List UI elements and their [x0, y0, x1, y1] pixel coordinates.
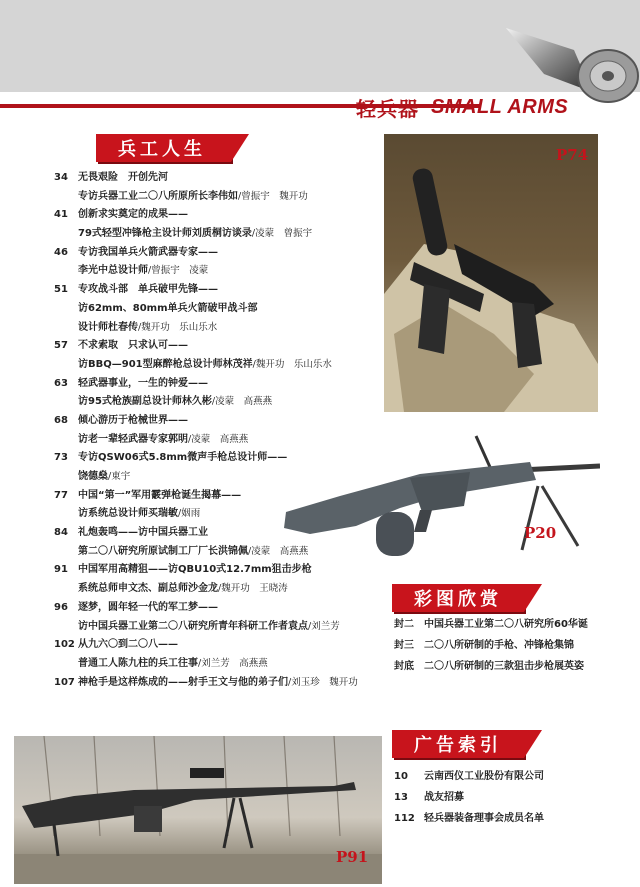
list-text: 云南西仪工业股份有限公司 [424, 771, 544, 782]
list-key: 112 [394, 813, 415, 824]
toc-subtitle [78, 580, 288, 599]
toc-title [78, 487, 241, 506]
toc-text: 中国“第一”军用霰弹枪诞生揭幕—— [78, 489, 242, 501]
toc-subtitle [78, 393, 272, 412]
toc-line [54, 281, 384, 300]
toc-title [78, 337, 188, 356]
photo-label-p91: P91 [336, 848, 369, 866]
header-title-en: SMALL ARMS [431, 95, 569, 118]
gallery-item[interactable] [394, 656, 634, 677]
toc-entry[interactable] [54, 244, 384, 281]
toc-text: 神枪手是这样炼成的——射手王文与他的弟子们 [78, 676, 288, 688]
page-number: 107 [54, 676, 75, 688]
page-number: 34 [54, 172, 68, 183]
toc-text: 79式轻型冲锋枪主设计师刘质桐访谈录 [78, 228, 252, 240]
toc-title [78, 412, 188, 431]
toc-text: 设计师杜春传 [78, 321, 138, 333]
toc-text: 系统总师申文杰、副总师沙金龙 [78, 583, 218, 595]
toc-text: 访BBQ—901型麻醉枪总设计师林茂祥 [78, 358, 253, 370]
toc-text: 轻武器事业，一生的钟爱—— [78, 377, 208, 389]
toc-text: 饶德燊 [78, 471, 108, 482]
toc-text: 创新求实奠定的成果—— [78, 209, 188, 221]
magazine-header [356, 92, 568, 122]
list-key: 10 [394, 771, 408, 782]
toc-author: /曾振宇 凌蒙 [148, 265, 209, 277]
toc-line [54, 319, 384, 338]
toc-text: 访95式枪族副总设计师林久彬 [78, 396, 212, 408]
toc-line [54, 262, 384, 281]
section-tab-gallery [392, 584, 524, 612]
toc-entry[interactable] [54, 599, 384, 636]
toc-line [54, 206, 384, 225]
toc-title [78, 524, 208, 543]
page-number: 57 [54, 340, 68, 352]
toc-entry[interactable] [54, 375, 384, 412]
toc-entry[interactable] [54, 169, 384, 206]
toc-text: 礼炮轰鸣——访中国兵器工业 [78, 527, 208, 539]
toc-entry[interactable] [54, 674, 384, 693]
toc-text: 逐梦，圆年轻一代的军工梦—— [78, 601, 218, 613]
photo-p74-pistol [384, 134, 598, 412]
toc-subtitle [78, 262, 208, 281]
toc-title [78, 636, 178, 655]
list-key: 封二 [394, 619, 414, 630]
photo-label-p74: P74 [556, 146, 589, 164]
toc-subtitle [78, 300, 258, 319]
toc-subtitle [78, 431, 248, 450]
header-title-cn: 轻兵器 [356, 96, 419, 121]
photo-p20-gun [280, 416, 600, 566]
toc-text: 访老一辈轻武器专家郭明 [78, 433, 188, 445]
toc-author: /東宇 [108, 471, 131, 482]
photo-p91-rifle [14, 736, 382, 884]
ad-index-list [394, 766, 634, 829]
toc-text: 普通工人陈九柱的兵工往事 [78, 657, 198, 669]
toc-text: 从九六〇到二〇八—— [78, 639, 178, 651]
toc-entry[interactable] [54, 206, 384, 243]
toc-text: 不求索取 只求认可—— [78, 340, 188, 352]
toc-text: 访中国兵器工业第二〇八研究所青年科研工作者袁点 [78, 620, 308, 632]
toc-subtitle [78, 618, 340, 637]
page-number: 63 [54, 377, 68, 389]
toc-text: 倾心游历于枪械世界—— [78, 414, 188, 426]
toc-title [78, 281, 218, 300]
toc-text: 第二〇八研究所原试制工厂厂长洪锦佩 [78, 545, 248, 557]
toc-title [78, 561, 312, 580]
ad-item[interactable] [394, 808, 634, 829]
toc-author: /凌蒙 高燕燕 [188, 433, 249, 445]
toc-entry[interactable] [54, 636, 384, 673]
toc-text: 访62mm、80mm单兵火箭破甲战斗部 [78, 302, 258, 314]
toc-line [54, 300, 384, 319]
toc-text: 专访兵器工业二〇八所原所长李伟如 [78, 190, 238, 202]
list-key: 封三 [394, 640, 414, 651]
page-number: 102 [54, 639, 75, 651]
toc-line [54, 580, 384, 599]
list-key: 封底 [394, 661, 414, 672]
toc-subtitle [78, 225, 312, 244]
toc-author: /刘玉珍 魏开功 [288, 676, 358, 688]
list-text: 轻兵器装备理事会成员名单 [424, 813, 544, 824]
toc-line [54, 337, 384, 356]
toc-author: /凌蒙 曾振宇 [251, 228, 313, 240]
toc-author: /曾振宇 魏开功 [238, 190, 308, 202]
section-tab-label: 广告索引 [414, 735, 502, 756]
gallery-item[interactable] [394, 635, 634, 656]
section-tab-ads [392, 730, 524, 758]
page-number: 46 [54, 246, 68, 258]
toc-entry[interactable] [54, 561, 384, 598]
toc-entry[interactable] [54, 337, 384, 374]
page-number: 91 [54, 564, 68, 576]
toc-text: 访系统总设计师买瑞敏 [78, 508, 178, 520]
photo-label-p20: P20 [524, 524, 557, 542]
toc-line [54, 244, 384, 263]
toc-line [54, 599, 384, 618]
toc-author: /凌蒙 高燕燕 [248, 545, 309, 557]
toc-line [54, 636, 384, 655]
toc-title [78, 375, 208, 394]
page-number: 68 [54, 414, 68, 426]
section-tab-bingong [96, 134, 231, 162]
toc-line [54, 393, 384, 412]
toc-line [54, 618, 384, 637]
toc-line [54, 188, 384, 207]
toc-subtitle [78, 188, 308, 207]
page-number: 73 [54, 452, 68, 464]
gallery-item[interactable] [394, 614, 634, 635]
toc-title [78, 449, 287, 468]
toc-line [54, 356, 384, 375]
toc-author: /刘兰芳 [308, 620, 340, 632]
list-text: 二〇八所研制的三款狙击步枪展英姿 [424, 661, 584, 672]
toc-author: /魏开功 乐山乐水 [138, 321, 218, 333]
toc-line [54, 655, 384, 674]
toc-subtitle [78, 319, 217, 338]
list-key: 13 [394, 792, 408, 803]
toc-text: 无畏艰险 开创先河 [78, 172, 168, 183]
toc-author: /魏开功 王晓涛 [218, 583, 288, 595]
toc-subtitle [78, 356, 332, 375]
toc-line [54, 225, 384, 244]
toc-author: /凌蒙 高燕燕 [211, 396, 273, 408]
toc-title [78, 244, 218, 263]
toc-text: 专访QSW06式5.8mm微声手枪总设计师—— [78, 452, 288, 464]
page-number: 84 [54, 527, 68, 539]
toc-entry[interactable] [54, 281, 384, 337]
toc-subtitle [78, 505, 200, 524]
toc-text: 李光中总设计师 [78, 265, 148, 277]
toc-subtitle [78, 543, 308, 562]
toc-subtitle [78, 655, 268, 674]
toc-line [54, 375, 384, 394]
toc-title [78, 674, 358, 693]
toc-title [78, 206, 188, 225]
toc-subtitle [78, 468, 130, 487]
list-text: 战友招募 [424, 792, 464, 803]
page-number: 41 [54, 209, 68, 221]
section-tab-label: 兵工人生 [118, 139, 206, 160]
toc-author: /姻雨 [178, 508, 201, 520]
pistol-graphic [384, 134, 598, 412]
ad-item[interactable] [394, 766, 634, 787]
toc-title [78, 169, 168, 188]
toc-author: /魏开功 乐山乐水 [252, 358, 332, 370]
toc-author: /刘兰芳 高燕燕 [198, 657, 268, 669]
toc-text: 专访我国单兵火箭武器专家—— [78, 246, 218, 258]
section-tab-label: 彩图欣赏 [414, 589, 502, 610]
toc-text: 专攻战斗部 单兵破甲先锋—— [78, 284, 218, 296]
rifle-graphic [14, 736, 382, 884]
page-number: 77 [54, 489, 68, 501]
list-text: 中国兵器工业第二〇八研究所60华诞 [424, 619, 588, 630]
gallery-list [394, 614, 634, 677]
ad-item[interactable] [394, 787, 634, 808]
toc-text: 中国军用高精狙——访QBU10式12.7mm狙击步枪 [78, 564, 312, 576]
toc-line [54, 169, 384, 188]
page-number: 51 [54, 284, 68, 296]
list-text: 二〇八所研制的手枪、冲锋枪集锦 [424, 640, 574, 651]
toc-line [54, 674, 384, 693]
toc-title [78, 599, 218, 618]
page-number: 96 [54, 601, 68, 613]
